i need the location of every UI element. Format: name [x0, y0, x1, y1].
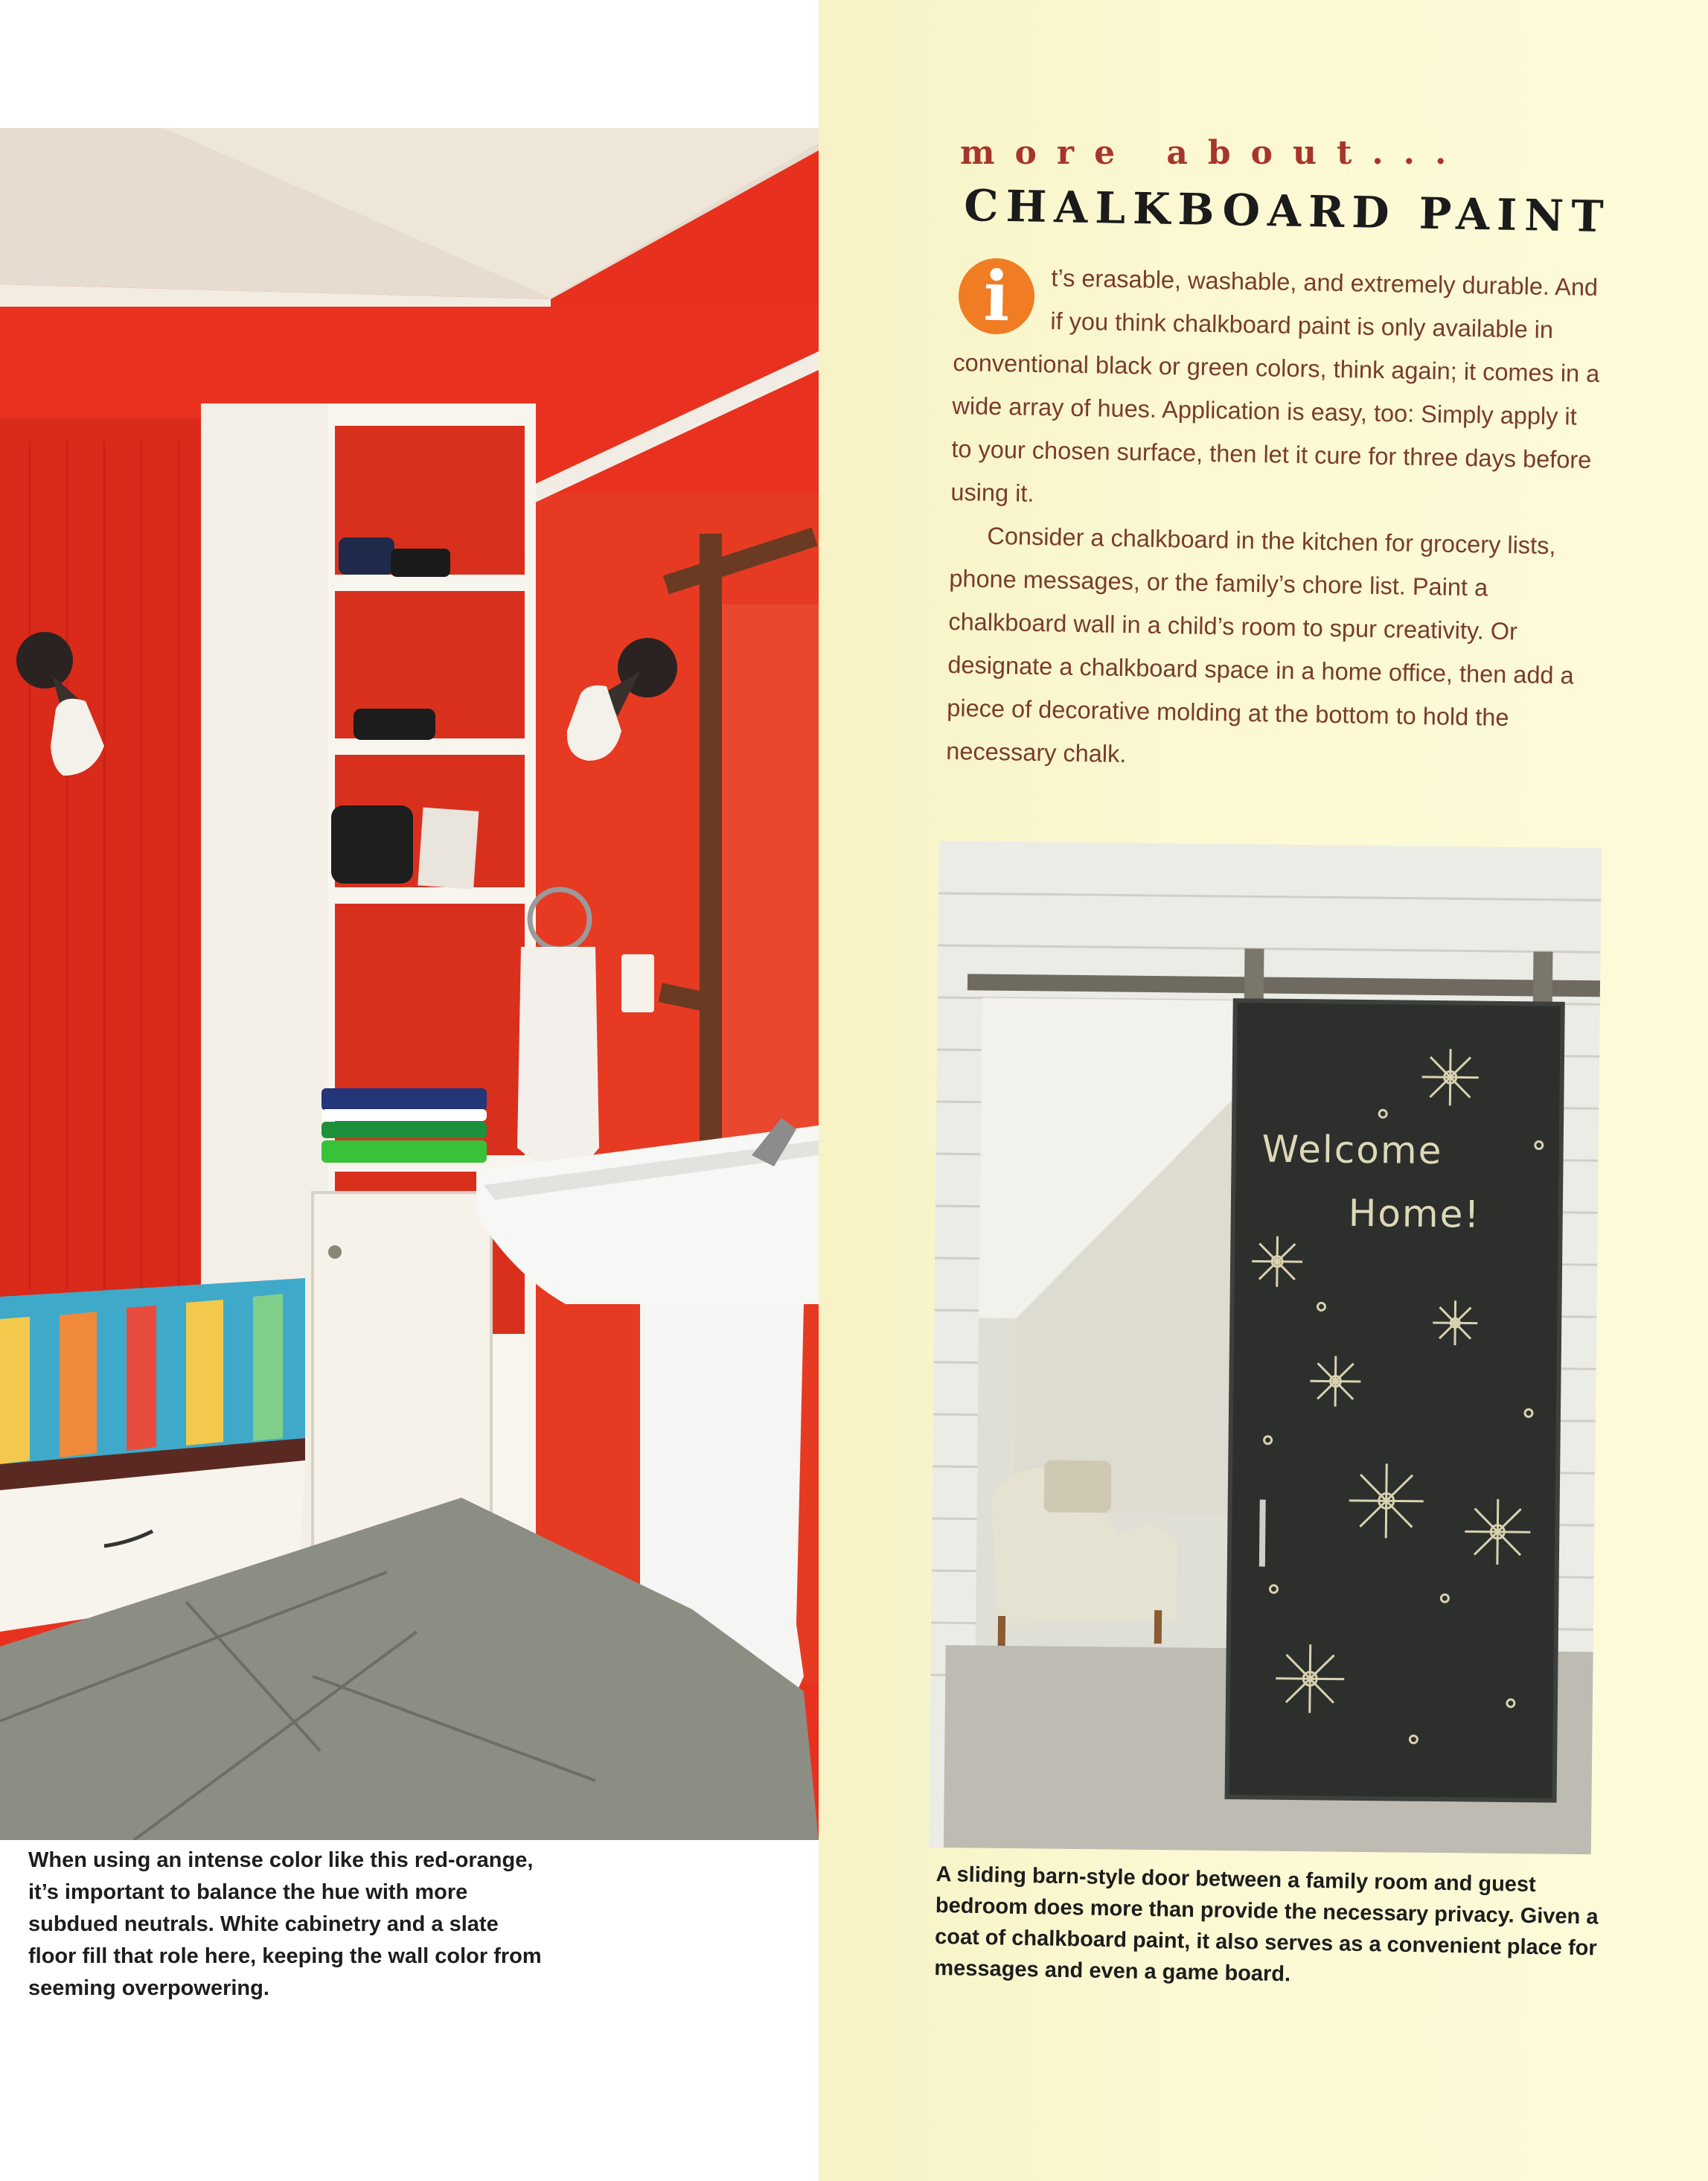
sidebar-paragraph-2: Consider a chalkboard in the kitchen for grocery lists, phone messages, or the family’s chore list. Paint a chalkboard wall in a child’s room to spur creativity. Or designate a chalkboard space in a home office, then add a piece of decorative molding at the bottom to hold the necessary chalk.: [946, 522, 1574, 768]
sidebar-kicker: more about...: [960, 134, 1467, 172]
barn-door-photo: [929, 841, 1602, 1854]
chalk-home: Home!: [1348, 1191, 1481, 1236]
sidebar-body: [946, 255, 1602, 784]
bathroom-caption: When using an intense color like this red-orange, it’s important to balance the hue with more subdued neutrals. White cabinetry and a slate floor fill that role here, keeping the wall color from seeming overpowering.: [28, 1848, 542, 2000]
bathroom-photo: [0, 128, 819, 1840]
chalk-welcome: Welcome: [1261, 1127, 1443, 1173]
barn-door-caption: A sliding barn-style door between a family room and guest bedroom does more than provide the necessary privacy. Given a coat of chalkboard paint, it also serves as a convenient place for messages and even a game board.: [934, 1862, 1599, 1987]
info-dropcap-icon: i: [958, 258, 1035, 335]
sidebar-paragraph-1: t’s erasable, washable, and extremely durable. And if you think chalkboard paint is only available in conventional black or green colors, think again; it comes in a wide array of hues. Application is easy, too: Simply apply it to your chosen surface, then let it cure for three days before using it.: [950, 264, 1600, 507]
sidebar-heading: CHALKBOARD PAINT: [963, 180, 1612, 243]
